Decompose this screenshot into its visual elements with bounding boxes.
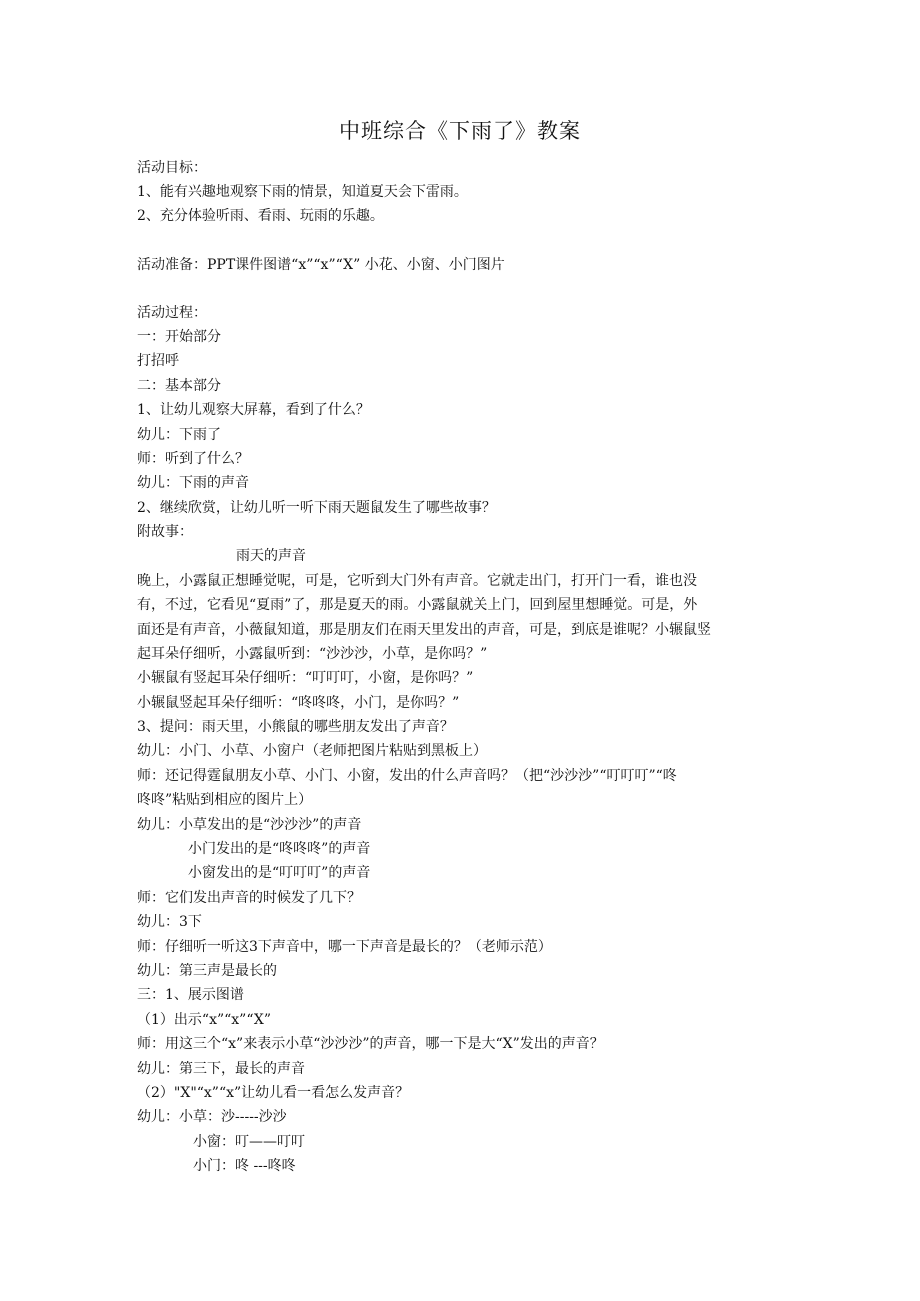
text-line: 二：基本部分 bbox=[137, 378, 221, 394]
text-line: 幼儿：第三下，最长的声音 bbox=[137, 1061, 305, 1077]
goal-item-2: 2、充分体验听雨、看雨、玩雨的乐趣。 bbox=[137, 208, 384, 224]
text-line: 师：听到了什么？ bbox=[137, 451, 249, 467]
text-line: 一：开始部分 bbox=[137, 329, 221, 345]
text-line: （2）"X"“x”“x”让幼儿看一看怎么发声音？ bbox=[137, 1085, 410, 1101]
text-line: 幼儿：小草：沙-----沙沙 bbox=[137, 1109, 287, 1125]
text-line: 师：它们发出声音的时候发了几下？ bbox=[137, 890, 361, 906]
text-line: 3、提问：雨天里，小熊鼠的哪些朋友发出了声音？ bbox=[137, 719, 454, 735]
story-line: 小辗鼠竖起耳朵仔细听：“咚咚咚，小门，是你吗？” bbox=[137, 695, 460, 711]
story-paragraph-line: 面还是有声音，小薇鼠知道，那是朋友们在雨天里发出的声音，可是，到底是谁呢？小辗鼠竖 bbox=[137, 622, 711, 638]
story-paragraph-line: 起耳朵仔细听，小露鼠听到：“沙沙沙，小草，是你吗？” bbox=[137, 646, 488, 662]
text-line: 打招呼 bbox=[137, 353, 179, 369]
goal-item-1: 1、能有兴趣地观察下雨的情景，知道夏天会下雷雨。 bbox=[137, 184, 468, 200]
text-line: 2、继续欣赏，让幼儿听一听下雨天题鼠发生了哪些故事？ bbox=[137, 500, 496, 516]
text-line: 幼儿：下雨的声音 bbox=[137, 475, 249, 491]
text-line: 幼儿：下雨了 bbox=[137, 427, 221, 443]
text-line: 幼儿：小门、小草、小窗户（老师把图片粘贴到黑板上） bbox=[137, 743, 487, 759]
text-line: 1、让幼儿观察大屏幕，看到了什么？ bbox=[137, 402, 370, 418]
text-line: 幼儿：第三声是最长的 bbox=[137, 963, 277, 979]
text-line: 幼儿：小草发出的是“沙沙沙”的声音 bbox=[137, 817, 362, 833]
section-heading-process: 活动过程： bbox=[137, 305, 207, 321]
text-line-indented: 小门：咚 ---咚咚 bbox=[193, 1158, 296, 1174]
text-line-indented: 小门发出的是“咚咚咚”的声音 bbox=[188, 841, 371, 857]
section-heading-goals: 活动目标： bbox=[137, 160, 207, 176]
text-line: 师：还记得霆鼠朋友小草、小门、小窗，发出的什么声音吗？（把“沙沙沙”“叮叮叮”“咚 bbox=[137, 768, 677, 784]
text-line-indented: 小窗发出的是“叮叮叮”的声音 bbox=[188, 865, 371, 881]
preparation-line: 活动准备：PPT课件图谱“x”“x”“X” 小花、小窗、小门图片 bbox=[137, 257, 505, 273]
text-line: 师：仔细听一听这3下声音中，哪一下声音是最长的？（老师示范） bbox=[137, 939, 552, 955]
text-line: 附故事： bbox=[137, 524, 193, 540]
text-line: 三：1、展示图谱 bbox=[137, 987, 244, 1003]
story-line: 小辗鼠有竖起耳朵仔细听：“叮叮叮，小窗，是你吗？” bbox=[137, 670, 474, 686]
text-line: （1）出示“x”“x”“X” bbox=[137, 1012, 271, 1028]
text-line: 幼儿：3下 bbox=[137, 914, 202, 930]
story-paragraph-line: 晚上，小露鼠正想睡觉呢，可是，它听到大门外有声音。它就走出门，打开门一看，谁也没 bbox=[137, 573, 697, 589]
story-paragraph-line: 有，不过，它看见“夏雨”了，那是夏天的雨。小露鼠就关上门，回到屋里想睡觉。可是，外 bbox=[137, 597, 698, 613]
text-line-indented: 小窗：叮——叮叮 bbox=[193, 1134, 305, 1150]
story-title: 雨天的声音 bbox=[236, 548, 306, 564]
text-line: 师：用这三个“x”来表示小草“沙沙沙”的声音，哪一下是大“X”发出的声音？ bbox=[137, 1036, 604, 1052]
document-title: 中班综合《下雨了》教案 bbox=[339, 119, 581, 143]
text-line: 咚咚”粘贴到相应的图片上） bbox=[137, 792, 313, 808]
